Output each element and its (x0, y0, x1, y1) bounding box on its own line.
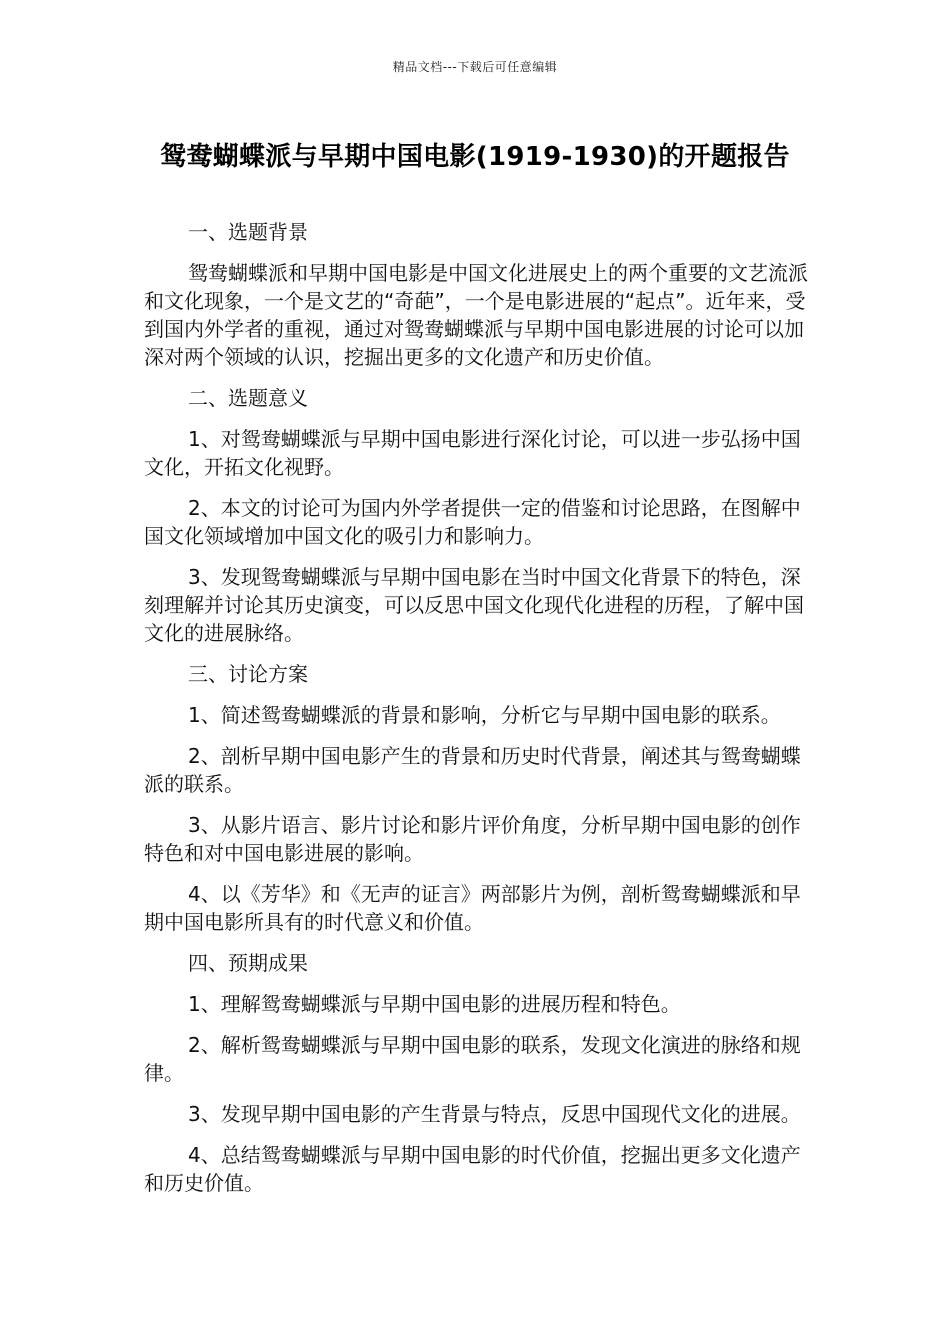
section-heading-expected-results: 四、预期成果 (188, 951, 308, 975)
paragraph: 2、解析鸳鸯蝴蝶派与早期中国电影的联系，发现文化演进的脉络和规律。 (144, 1033, 801, 1085)
header-note: 精品文档---下载后可任意编辑 (392, 60, 558, 74)
document-title: 鸳鸯蝴蝶派与早期中国电影(1919-1930)的开题报告 (160, 142, 790, 172)
section-heading-plan: 三、讨论方案 (188, 662, 308, 686)
section-heading-background: 一、选题背景 (188, 220, 308, 244)
paragraph: 4、总结鸳鸯蝴蝶派与早期中国电影的时代价值，挖掘出更多文化遗产和历史价值。 (144, 1143, 801, 1195)
paragraph: 1、简述鸳鸯蝴蝶派的背景和影响，分析它与早期中国电影的联系。 (188, 703, 781, 727)
paragraph: 1、对鸳鸯蝴蝶派与早期中国电影进行深化讨论，可以进一步弘扬中国文化，开拓文化视野。 (144, 427, 801, 479)
paragraph: 1、理解鸳鸯蝴蝶派与早期中国电影的进展历程和特色。 (188, 992, 681, 1016)
paragraph: 3、发现早期中国电影的产生背景与特点，反思中国现代文化的进展。 (188, 1102, 801, 1126)
section-heading-significance: 二、选题意义 (188, 386, 308, 410)
paragraph: 2、本文的讨论可为国内外学者提供一定的借鉴和讨论思路，在图解中国文化领域增加中国文化的吸引力和影响力。 (144, 496, 801, 548)
paragraph: 2、剖析早期中国电影产生的背景和历史时代背景，阐述其与鸳鸯蝴蝶派的联系。 (144, 744, 801, 796)
paragraph: 鸳鸯蝴蝶派和早期中国电影是中国文化进展史上的两个重要的文艺流派和文化现象，一个是文艺的“奇葩”，一个是电影进展的“起点”。近年来，受到国内外学者的重视，通过对鸳鸯蝴蝶派与早期中国电影进展的讨论可以加深对两个领域的认识，挖掘出更多的文化遗产和历史价值。 (144, 261, 808, 369)
paragraph: 4、以《芳华》和《无声的证言》两部影片为例，剖析鸳鸯蝴蝶派和早期中国电影所具有的时代意义和价值。 (144, 882, 801, 934)
paragraph: 3、发现鸳鸯蝴蝶派与早期中国电影在当时中国文化背景下的特色，深刻理解并讨论其历史演变，可以反思中国文化现代化进程的历程，了解中国文化的进展脉络。 (144, 565, 804, 645)
document-body (144, 218, 812, 1210)
paragraph: 3、从影片语言、影片讨论和影片评价角度，分析早期中国电影的创作特色和对中国电影进展的影响。 (144, 813, 801, 865)
